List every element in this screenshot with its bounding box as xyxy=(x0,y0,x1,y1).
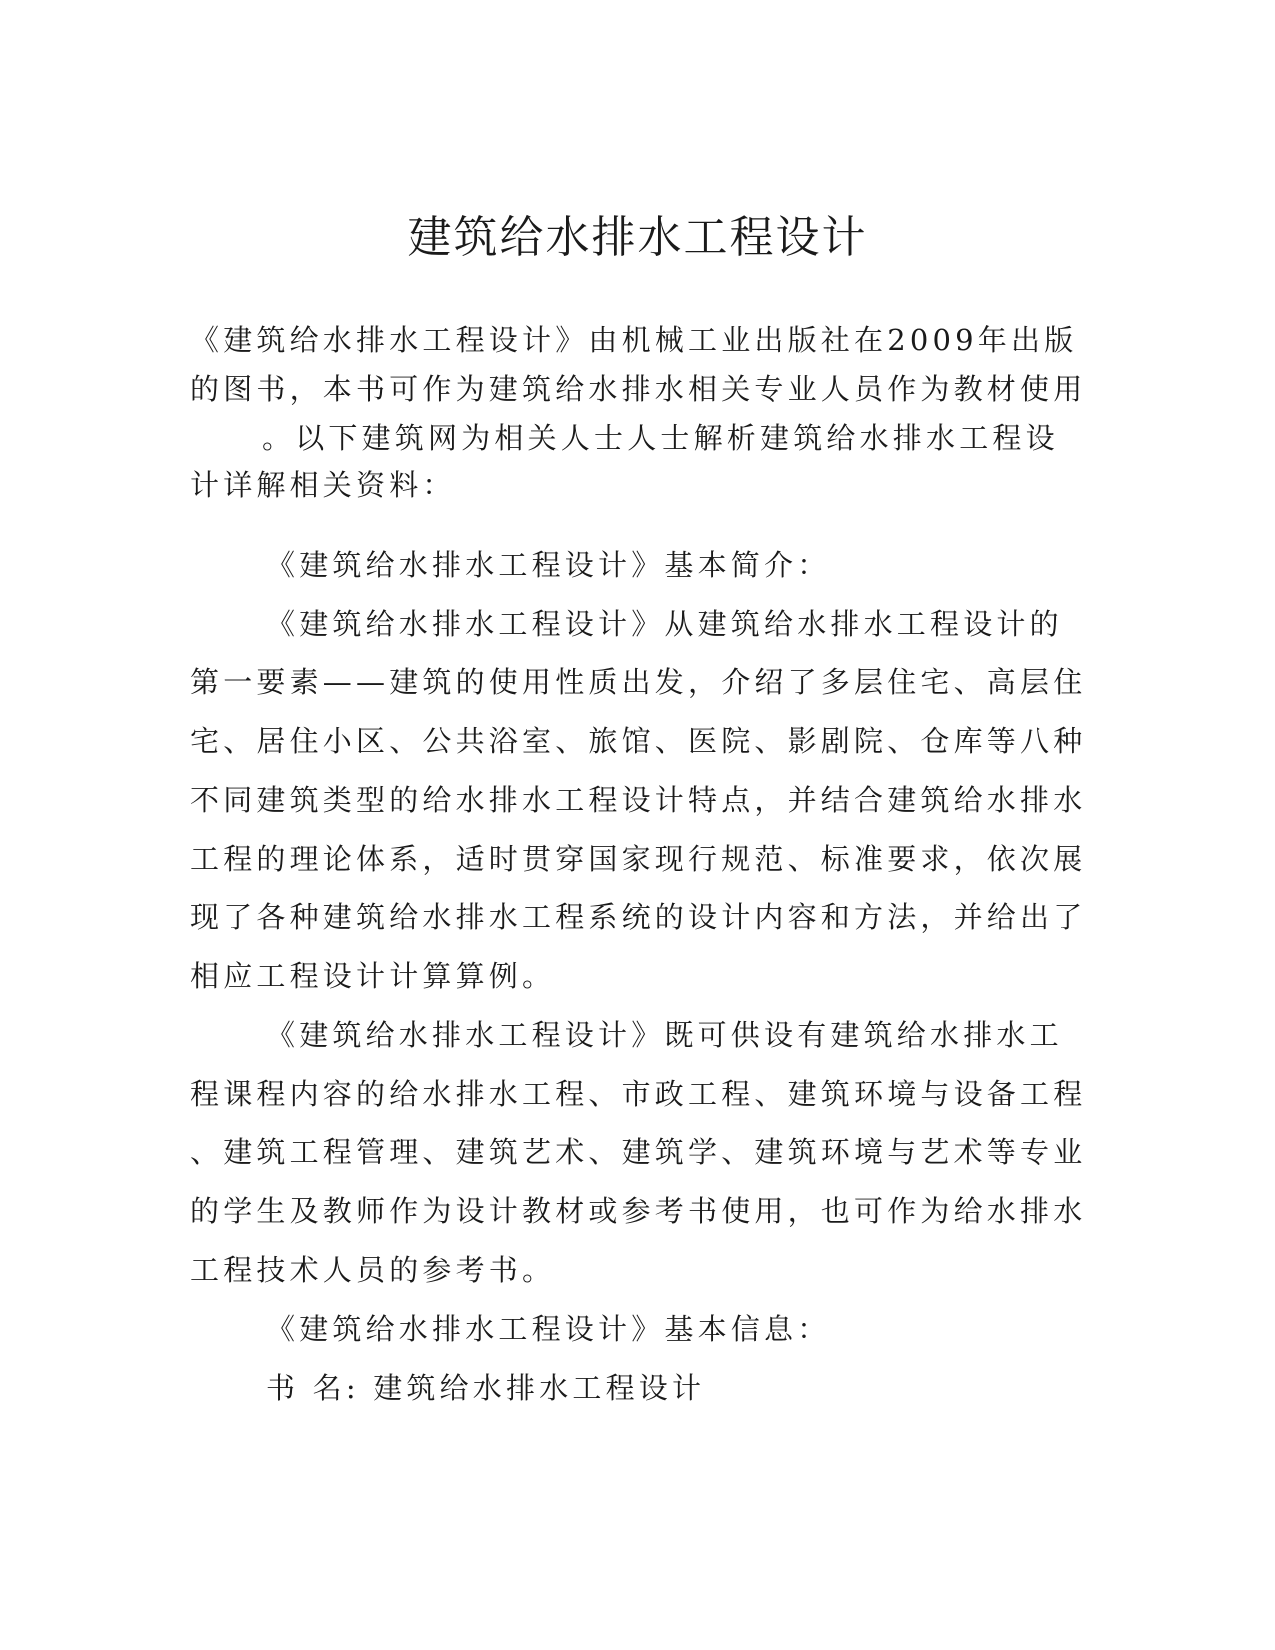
summary-line-1: 《建筑给水排水工程设计》从建筑给水排水工程设计的 xyxy=(266,607,1063,641)
usage-line-2: 程课程内容的给水排水工程、市政工程、建筑环境与设备工程 xyxy=(190,1077,1087,1111)
intro-line-1: 《建筑给水排水工程设计》由机械工业出版社在2009年出版 xyxy=(190,323,1078,357)
summary-line-4: 不同建筑类型的给水排水工程设计特点，并结合建筑给水排水 xyxy=(190,783,1087,817)
summary-line-3: 宅、居住小区、公共浴室、旅馆、医院、影剧院、仓库等八种 xyxy=(190,724,1087,758)
usage-line-3: 、建筑工程管理、建筑艺术、建筑学、建筑环境与艺术等专业 xyxy=(190,1135,1087,1169)
intro-line-2: 的图书，本书可作为建筑给水排水相关专业人员作为教材使用 xyxy=(190,372,1087,406)
info-heading: 《建筑给水排水工程设计》基本信息： xyxy=(266,1312,831,1346)
summary-heading: 《建筑给水排水工程设计》基本简介： xyxy=(266,548,831,582)
summary-line-5: 工程的理论体系，适时贯穿国家现行规范、标准要求，依次展 xyxy=(190,842,1087,876)
usage-line-4: 的学生及教师作为设计教材或参考书使用，也可作为给水排水 xyxy=(190,1194,1087,1228)
intro-line-3: 。以下建筑网为相关人士人士解析建筑给水排水工程设 xyxy=(262,421,1059,455)
document-title: 建筑给水排水工程设计 xyxy=(407,212,868,263)
usage-line-1: 《建筑给水排水工程设计》既可供设有建筑给水排水工 xyxy=(266,1018,1063,1052)
book-name-line: 书 名: 建筑给水排水工程设计 xyxy=(266,1371,706,1405)
usage-line-5: 工程技术人员的参考书。 xyxy=(190,1253,556,1287)
summary-line-6: 现了各种建筑给水排水工程系统的设计内容和方法，并给出了 xyxy=(190,900,1087,934)
summary-line-7: 相应工程设计计算算例。 xyxy=(190,959,556,993)
summary-line-2: 第一要素——建筑的使用性质出发，介绍了多层住宅、高层住 xyxy=(190,665,1087,699)
intro-line-4: 计详解相关资料： xyxy=(190,468,456,502)
